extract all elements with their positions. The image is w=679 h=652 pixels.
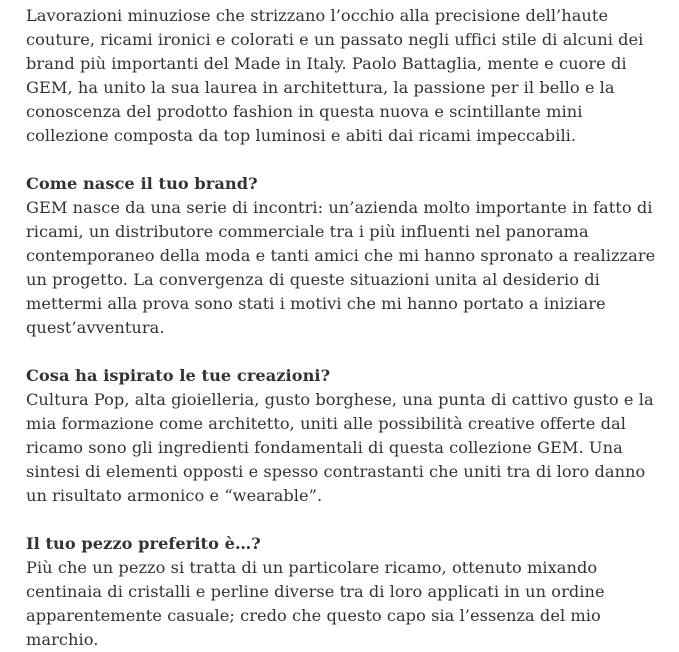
answer-text: GEM nasce da una serie di incontri: un’azienda molto importante in fatto di ricami, un distributore commerciale tra i più influenti nel panorama contemporaneo della moda e tanti amici che mi hanno spronato a realizzare un progetto. La convergenza di queste situazioni unita al desiderio di mettermi alla prova sono stati i motivi che mi hanno portato a iniziare quest’avventura.: [26, 198, 656, 337]
qa-block-inspiration: [26, 364, 666, 508]
answer-text: Più che un pezzo si tratta di un particolare ricamo, ottenuto mixando centinaia di cristalli e perline diverse tra di loro applicati in un ordine apparentemente casuale; credo che questo capo sia l’essenza del mio marchio.: [26, 558, 605, 649]
qa-block-brand-origin: [26, 172, 666, 340]
answer-text: Cultura Pop, alta gioielleria, gusto borghese, una punta di cattivo gusto e la mia formazione come architetto, uniti alle possibilità creative offerte dal ricamo sono gli ingredienti fondamentali di questa collezione GEM. Una sintesi di elementi opposti e spesso contrastanti che uniti tra di loro danno un risultato armonico e “wearable”.: [26, 390, 654, 505]
question-heading: Il tuo pezzo preferito è…?: [26, 534, 261, 553]
question-heading: Come nasce il tuo brand?: [26, 174, 258, 193]
question-heading: Cosa ha ispirato le tue creazioni?: [26, 366, 331, 385]
intro-paragraph: Lavorazioni minuziose che strizzano l’occhio alla precisione dell’haute couture, ricami ironici e colorati e un passato negli uffici stile di alcuni dei brand più importanti del Made in Italy. Paolo Battaglia, mente e cuore di GEM, ha unito la sua laurea in architettura, la passione per il bello e la conoscenza del prodotto fashion in questa nuova e scintillante mini collezione composta da top luminosi e abiti dai ricami impeccabili.: [26, 6, 644, 145]
qa-block-favorite-piece: [26, 532, 666, 652]
